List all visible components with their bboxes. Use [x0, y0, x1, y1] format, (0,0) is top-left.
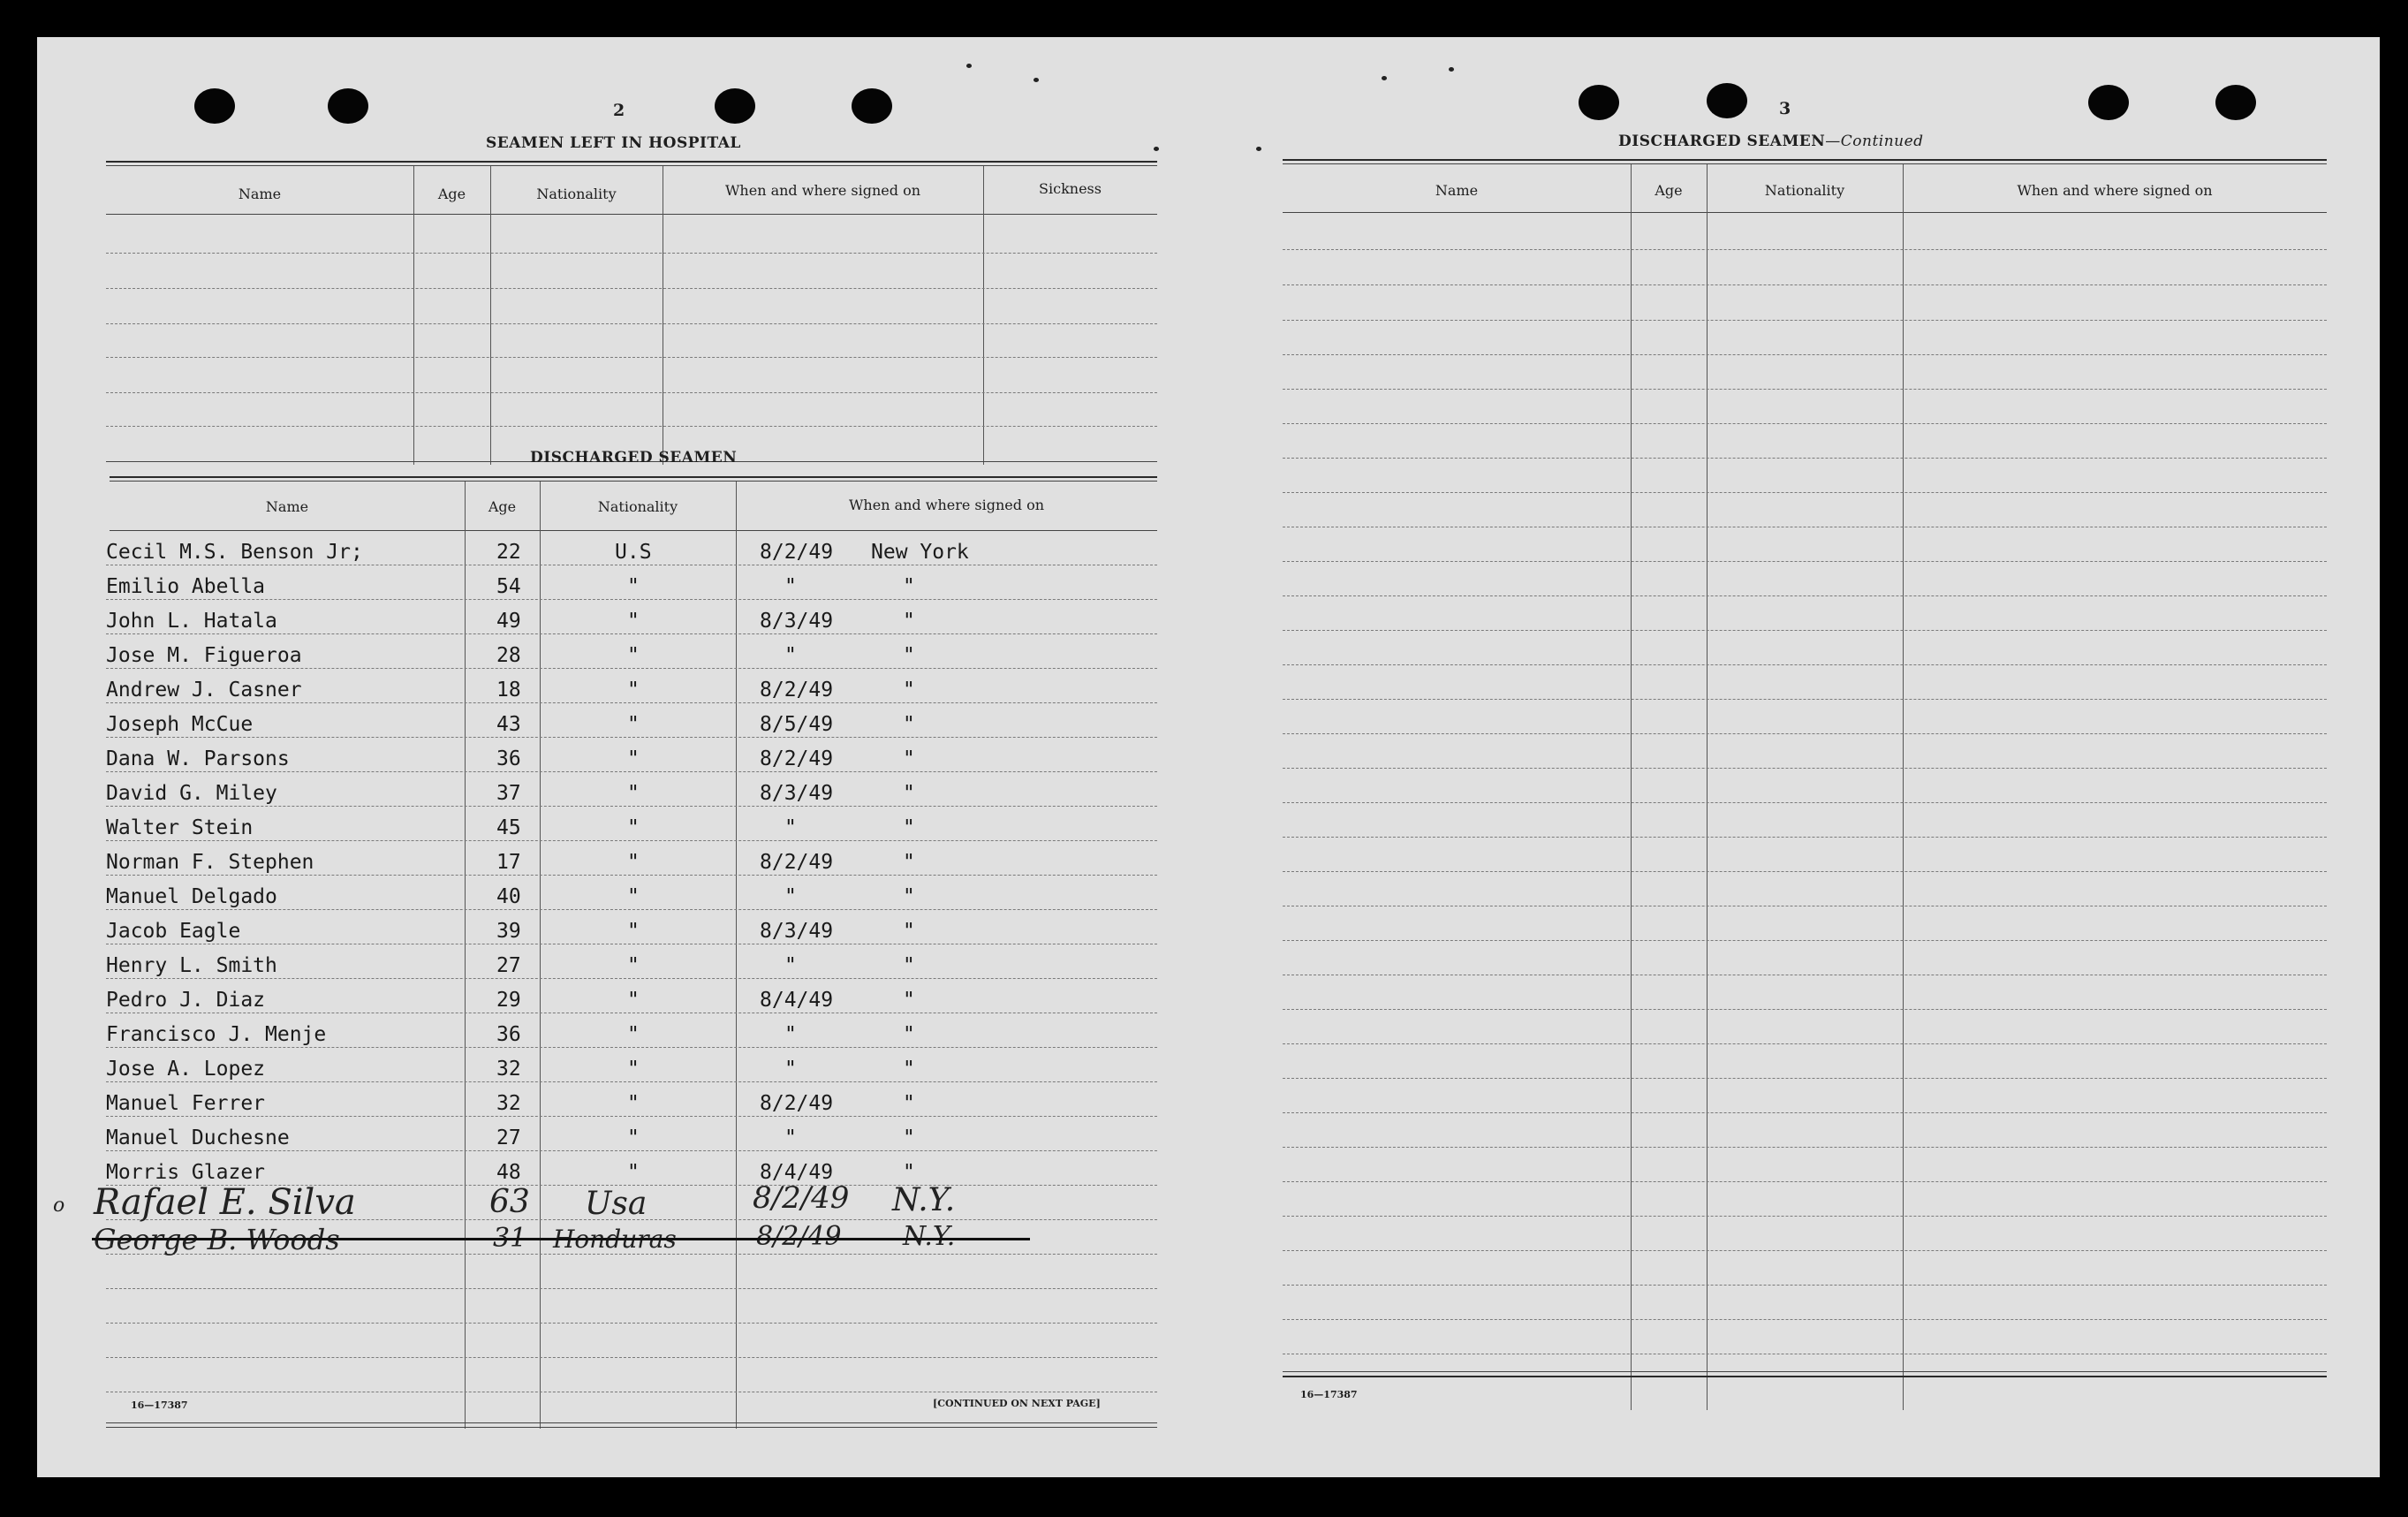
row-name: Andrew J. Casner — [106, 679, 302, 702]
discharged-row-line — [106, 875, 1157, 876]
handwritten-nationality: Honduras — [553, 1225, 677, 1254]
handwritten-name: George B. Woods — [94, 1223, 340, 1256]
right-row-line — [1283, 630, 2327, 631]
row-age: 32 — [496, 1058, 521, 1081]
punch-hole-icon — [2088, 85, 2129, 120]
row-nationality: " — [627, 782, 640, 805]
row-age: 49 — [496, 610, 521, 633]
right-row-line — [1283, 871, 2327, 872]
right-title-main: DISCHARGED SEAMEN — [1618, 133, 1826, 150]
row-date: " — [784, 954, 797, 977]
row-name: Cecil M.S. Benson Jr; — [106, 541, 363, 564]
hospital-header-rule — [106, 214, 1157, 215]
ink-speck — [1256, 147, 1261, 151]
right-row-line — [1283, 458, 2327, 459]
row-date: 8/4/49 — [760, 989, 834, 1012]
right-title-continued: —Continued — [1825, 133, 1924, 150]
row-place: " — [903, 1023, 915, 1046]
right-row-line — [1283, 733, 2327, 734]
page-number-right: 3 — [1779, 99, 1791, 118]
right-row-line — [1283, 1216, 2327, 1217]
row-place: New York — [871, 541, 969, 564]
row-place: " — [903, 610, 915, 633]
row-place: " — [903, 816, 915, 839]
row-date: " — [784, 885, 797, 908]
row-date: 8/4/49 — [760, 1161, 834, 1184]
row-date: " — [784, 1023, 797, 1046]
row-age: 22 — [496, 541, 521, 564]
row-date: " — [784, 1058, 797, 1081]
row-age: 45 — [496, 816, 521, 839]
row-nationality: " — [627, 816, 640, 839]
row-name: Norman F. Stephen — [106, 851, 314, 874]
discharged-row-line — [106, 806, 1157, 807]
discharged-col-divider — [465, 482, 466, 1429]
hospital-header-signed-on: When and where signed on — [724, 182, 921, 199]
row-age: 36 — [496, 1023, 521, 1046]
row-name: Manuel Ferrer — [106, 1092, 266, 1115]
discharged-row-line — [106, 1288, 1157, 1289]
row-name: John L. Hatala — [106, 610, 277, 633]
hospital-row-line — [106, 426, 1157, 427]
row-place: " — [903, 920, 915, 943]
ink-speck — [1382, 76, 1387, 80]
row-nationality: " — [627, 713, 640, 736]
margin-mark: o — [53, 1195, 65, 1217]
handwritten-place: N.Y. — [903, 1221, 956, 1252]
strikethrough-line — [92, 1238, 1030, 1240]
row-name: Jose A. Lopez — [106, 1058, 266, 1081]
row-nationality: " — [627, 1058, 640, 1081]
right-row-line — [1283, 768, 2327, 769]
row-name: Joseph McCue — [106, 713, 254, 736]
discharged-header-signed-on: When and where signed on — [848, 497, 1045, 513]
row-age: 37 — [496, 782, 521, 805]
handwritten-nationality: Usa — [585, 1186, 647, 1222]
discharged-bottom-rule — [106, 1422, 1157, 1423]
row-date: " — [784, 644, 797, 667]
right-header-age: Age — [1655, 182, 1683, 199]
discharged-row-line — [106, 633, 1157, 634]
handwritten-name: Rafael E. Silva — [94, 1182, 356, 1223]
handwritten-place: N.Y. — [892, 1182, 956, 1218]
right-row-line — [1283, 837, 2327, 838]
form-number-right: 16—17387 — [1300, 1389, 1358, 1400]
right-row-line — [1283, 1043, 2327, 1044]
discharged-top-rule-2 — [110, 481, 1157, 482]
row-age: 29 — [496, 989, 521, 1012]
row-age: 40 — [496, 885, 521, 908]
hospital-top-rule — [106, 161, 1157, 163]
row-place: " — [903, 575, 915, 598]
discharged-row-line — [106, 1116, 1157, 1117]
hospital-header-name: Name — [238, 186, 282, 202]
row-nationality: " — [627, 920, 640, 943]
punch-hole-icon — [715, 88, 755, 124]
hospital-row-line — [106, 357, 1157, 358]
punch-hole-icon — [194, 88, 235, 124]
discharged-row-line — [106, 1047, 1157, 1048]
continued-note: [CONTINUED ON NEXT PAGE] — [933, 1398, 1101, 1409]
row-place: " — [903, 1161, 915, 1184]
right-row-line — [1283, 284, 2327, 285]
row-nationality: U.S — [615, 541, 652, 564]
right-row-line — [1283, 492, 2327, 493]
row-date: " — [784, 816, 797, 839]
row-name: Manuel Duchesne — [106, 1126, 290, 1149]
row-date: 8/3/49 — [760, 610, 834, 633]
row-age: 32 — [496, 1092, 521, 1115]
right-section-title — [1618, 133, 1924, 150]
right-col-divider — [1707, 164, 1708, 1410]
right-top-rule — [1283, 159, 2327, 161]
discharged-row-line — [106, 702, 1157, 703]
discharged-header-nationality: Nationality — [597, 498, 678, 515]
row-nationality: " — [627, 644, 640, 667]
row-name: Francisco J. Menje — [106, 1023, 327, 1046]
row-place: " — [903, 782, 915, 805]
row-place: " — [903, 954, 915, 977]
right-row-line — [1283, 1319, 2327, 1320]
row-age: 27 — [496, 954, 521, 977]
row-place: " — [903, 1126, 915, 1149]
discharged-col-divider — [736, 482, 737, 1429]
hospital-row-line — [106, 288, 1157, 289]
row-name: Henry L. Smith — [106, 954, 277, 977]
handwritten-date: 8/2/49 — [756, 1221, 842, 1252]
row-nationality: " — [627, 575, 640, 598]
right-top-rule-2 — [1283, 163, 2327, 164]
discharged-row-line — [106, 599, 1157, 600]
punch-hole-icon — [1579, 85, 1619, 120]
right-header-name: Name — [1435, 182, 1479, 199]
ink-speck — [966, 64, 972, 68]
row-name: Morris Glazer — [106, 1161, 266, 1184]
right-row-line — [1283, 1078, 2327, 1079]
ledger-sheet — [37, 37, 2380, 1477]
row-age: 43 — [496, 713, 521, 736]
row-place: " — [903, 713, 915, 736]
row-date: 8/2/49 — [760, 747, 834, 770]
discharged-row-line — [106, 771, 1157, 772]
discharged-col-divider — [540, 482, 541, 1429]
right-row-line — [1283, 1112, 2327, 1113]
row-date: 8/2/49 — [760, 541, 834, 564]
right-row-line — [1283, 664, 2327, 665]
hospital-header-age: Age — [437, 186, 466, 202]
right-row-line — [1283, 940, 2327, 941]
hospital-section-title: SEAMEN LEFT IN HOSPITAL — [486, 134, 741, 152]
hospital-col-divider — [983, 166, 984, 465]
row-name: Dana W. Parsons — [106, 747, 290, 770]
row-age: 36 — [496, 747, 521, 770]
discharged-row-line — [106, 840, 1157, 841]
right-row-line — [1283, 1009, 2327, 1010]
discharged-section-title: DISCHARGED SEAMEN — [530, 449, 738, 466]
row-nationality: " — [627, 1126, 640, 1149]
hospital-header-nationality: Nationality — [536, 186, 617, 202]
right-bottom-rule — [1283, 1371, 2327, 1372]
ink-speck — [1154, 147, 1159, 151]
row-nationality: " — [627, 1023, 640, 1046]
row-date: 8/3/49 — [760, 920, 834, 943]
row-place: " — [903, 851, 915, 874]
row-nationality: " — [627, 679, 640, 702]
row-age: 54 — [496, 575, 521, 598]
row-age: 28 — [496, 644, 521, 667]
punch-hole-icon — [852, 88, 892, 124]
right-row-line — [1283, 320, 2327, 321]
punch-hole-icon — [1707, 83, 1747, 118]
row-place: " — [903, 989, 915, 1012]
row-age: 27 — [496, 1126, 521, 1149]
row-name: Manuel Delgado — [106, 885, 277, 908]
row-date: 8/2/49 — [760, 679, 834, 702]
row-nationality: " — [627, 989, 640, 1012]
row-place: " — [903, 747, 915, 770]
row-name: Jose M. Figueroa — [106, 644, 302, 667]
right-row-line — [1283, 1285, 2327, 1286]
handwritten-age: 63 — [489, 1184, 530, 1220]
hospital-row-line — [106, 392, 1157, 393]
right-col-divider — [1903, 164, 1904, 1410]
discharged-top-rule — [110, 476, 1157, 478]
discharged-row-line — [106, 1357, 1157, 1358]
row-date: 8/2/49 — [760, 851, 834, 874]
row-place: " — [903, 885, 915, 908]
row-place: " — [903, 1058, 915, 1081]
row-age: 18 — [496, 679, 521, 702]
row-name: Jacob Eagle — [106, 920, 241, 943]
right-row-line — [1283, 354, 2327, 355]
right-row-line — [1283, 1181, 2327, 1182]
row-name: David G. Miley — [106, 782, 277, 805]
discharged-row-line — [106, 1081, 1157, 1082]
right-row-line — [1283, 1250, 2327, 1251]
row-age: 48 — [496, 1161, 521, 1184]
row-date: 8/2/49 — [760, 1092, 834, 1115]
ink-speck — [1449, 67, 1454, 72]
discharged-row-line — [106, 1150, 1157, 1151]
row-date: " — [784, 1126, 797, 1149]
hospital-row-line — [106, 253, 1157, 254]
row-name: Walter Stein — [106, 816, 254, 839]
right-row-line — [1283, 1147, 2327, 1148]
discharged-header-rule — [110, 530, 1157, 531]
row-place: " — [903, 644, 915, 667]
row-place: " — [903, 679, 915, 702]
discharged-header-name: Name — [265, 498, 309, 515]
discharged-header-age: Age — [488, 498, 517, 515]
row-nationality: " — [627, 610, 640, 633]
right-row-line — [1283, 595, 2327, 596]
page-number-left: 2 — [613, 101, 625, 120]
hospital-header-sickness: Sickness — [1039, 180, 1102, 197]
row-nationality: " — [627, 954, 640, 977]
right-header-nationality: Nationality — [1764, 182, 1845, 199]
row-name: Emilio Abella — [106, 575, 266, 598]
row-age: 17 — [496, 851, 521, 874]
handwritten-age: 31 — [493, 1223, 527, 1254]
row-nationality: " — [627, 885, 640, 908]
discharged-row-line — [106, 737, 1157, 738]
hospital-row-line — [106, 323, 1157, 324]
right-bottom-rule-2 — [1283, 1376, 2327, 1377]
discharged-row-line — [106, 909, 1157, 910]
discharged-row-line — [106, 668, 1157, 669]
form-number-left: 16—17387 — [131, 1399, 188, 1411]
ink-speck — [1034, 78, 1039, 82]
punch-hole-icon — [2215, 85, 2256, 120]
right-row-line — [1283, 423, 2327, 424]
handwritten-date: 8/2/49 — [753, 1180, 850, 1216]
right-row-line — [1283, 389, 2327, 390]
discharged-bottom-rule-2 — [106, 1427, 1157, 1428]
hospital-top-rule-2 — [106, 165, 1157, 166]
right-row-line — [1283, 249, 2327, 250]
row-nationality: " — [627, 1161, 640, 1184]
row-date: 8/5/49 — [760, 713, 834, 736]
hospital-col-divider — [413, 166, 414, 465]
right-header-rule — [1283, 212, 2327, 213]
right-row-line — [1283, 699, 2327, 700]
row-age: 39 — [496, 920, 521, 943]
row-nationality: " — [627, 851, 640, 874]
discharged-row-line — [106, 978, 1157, 979]
right-row-line — [1283, 561, 2327, 562]
row-date: " — [784, 575, 797, 598]
right-row-line — [1283, 802, 2327, 803]
punch-hole-icon — [328, 88, 368, 124]
hospital-col-divider — [490, 166, 491, 465]
row-nationality: " — [627, 1092, 640, 1115]
row-date: 8/3/49 — [760, 782, 834, 805]
row-name: Pedro J. Diaz — [106, 989, 266, 1012]
row-nationality: " — [627, 747, 640, 770]
row-place: " — [903, 1092, 915, 1115]
right-col-divider — [1631, 164, 1632, 1410]
right-header-signed-on: When and where signed on — [2017, 182, 2213, 199]
discharged-row-line — [106, 1323, 1157, 1324]
